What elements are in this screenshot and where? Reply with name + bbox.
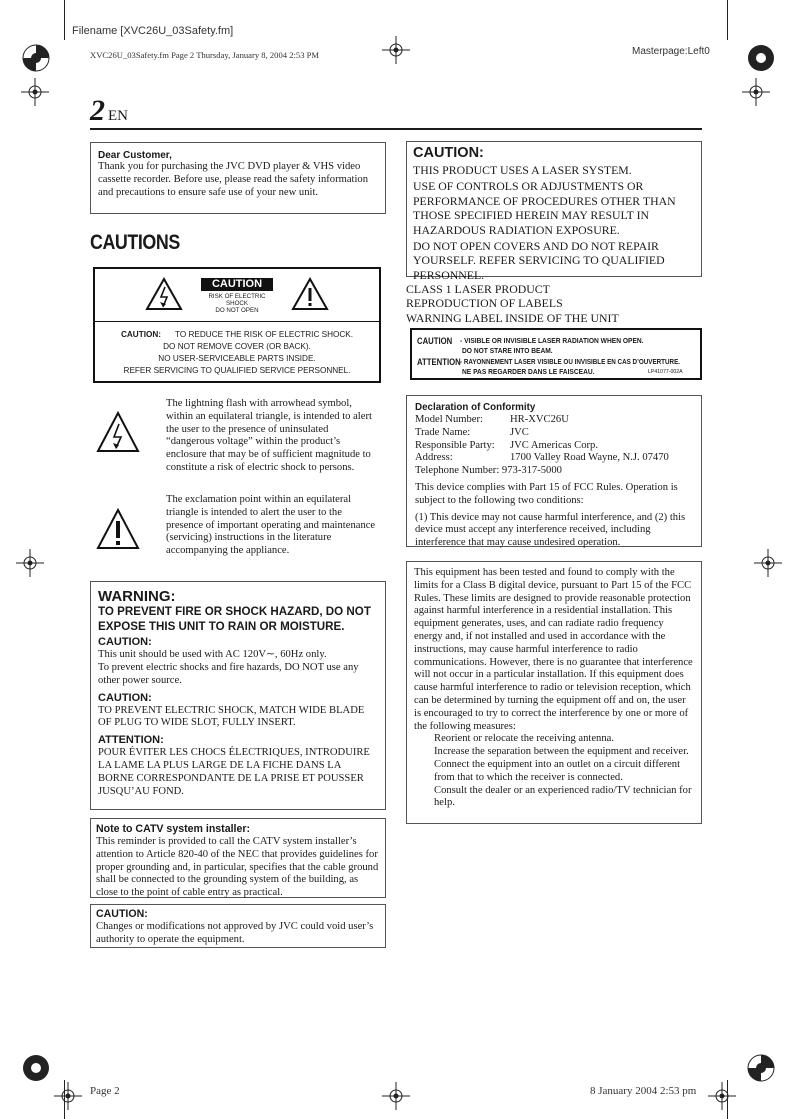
laser-caution-p3: DO NOT OPEN COVERS AND DO NOT REPAIR YOURSELF. REFER SERVICING TO QUALIFIED PERSONNEL. — [413, 239, 665, 282]
laser-caution-box — [406, 141, 702, 282]
exclamation-symbol-icon — [96, 508, 140, 550]
crosshair-mark — [742, 78, 770, 106]
caution-label-line2: DO NOT REMOVE COVER (OR BACK). — [163, 342, 311, 351]
caution-label-line4: REFER SERVICING TO QUALIFIED SERVICE PERSONNEL. — [123, 366, 351, 375]
declaration-box — [406, 395, 702, 547]
jvc-caution-title: CAUTION: — [96, 908, 148, 920]
crop-line — [64, 0, 65, 40]
crosshair-mark — [382, 1082, 410, 1110]
declaration-title: Declaration of Conformity — [415, 402, 536, 413]
declaration-p1: This device complies with Part 15 of FCC Rules. Operation is subject to the following two conditions: — [415, 481, 678, 506]
laser-caution-p2: USE OF CONTROLS OR ADJUSTMENTS OR PERFORMANCE OF PROCEDURES OTHER THAN THOSE SPECIFIED HEREIN MAY RESULT IN HAZARDOUS RADIATION EXPOSURE. — [413, 179, 676, 237]
warning-caution1-title: CAUTION: — [98, 636, 152, 649]
label-caution-line1: - VISIBLE OR INVISIBLE LASER RADIATION WHEN OPEN. — [460, 336, 644, 345]
dear-customer-box — [90, 142, 386, 214]
crop-line — [727, 1080, 728, 1119]
cautions-title: CAUTIONS — [90, 231, 180, 254]
catv-note-box — [90, 818, 386, 898]
warning-attention-text: POUR ÉVITER LES CHOCS ÉLECTRIQUES, INTRODUIRE LA LAME LA PLUS LARGE DE LA FICHE DANS LA BORNE CORRESPONDANTE DE LA PRISE ET POUSSER JUSQU’AU FOND. — [98, 747, 370, 797]
caution-badge-sub1: RISK OF ELECTRIC SHOCK — [208, 293, 266, 307]
declaration-label: Trade Name: — [415, 426, 471, 438]
label-attention-word: ATTENTION — [417, 357, 461, 367]
label-code: LP41077-002A — [648, 369, 683, 375]
declaration-row — [415, 452, 693, 465]
warning-caution2-text: TO PREVENT ELECTRIC SHOCK, MATCH WIDE BLADE OF PLUG TO WIDE SLOT, FULLY INSERT. — [98, 704, 365, 729]
fcc-measure: Reorient or relocate the receiving antenna. — [434, 733, 615, 745]
declaration-row — [415, 427, 693, 440]
crop-line — [64, 1080, 65, 1119]
caution-label-line1-text: TO REDUCE THE RISK OF ELECTRIC SHOCK. — [175, 330, 354, 339]
crosshair-mark — [382, 36, 410, 64]
crop-line — [727, 0, 728, 40]
declaration-label: Address: — [415, 452, 453, 464]
footer-page: Page 2 — [90, 1085, 120, 1097]
fcc-text: This equipment has been tested and found to comply with the limits for a Class B digital device, pursuant to Part 15 of the FCC Rules. These limits are designed to provide reasonable protection against harmful interference in a residential installation. This equipment generates, uses, and can radiate radio frequency energy and, if not installed and used in accordance with the instructions, may cause harmful interference to radio communications. However, there is no guarantee that interference will not occur in a particular installation. If this equipment does cause harmful interference to radio or television reception, which can be determined by turning the equipment off and on, the user is encouraged to try to correct the interference by one or more of the following measures: — [414, 567, 693, 732]
fcc-measure: Consult the dealer or an experienced radio/TV technician for help. — [434, 784, 692, 809]
caution-badge-label: CAUTION — [201, 278, 273, 291]
page-title — [90, 94, 128, 128]
warning-attention-title: ATTENTION: — [98, 734, 164, 747]
declaration-label: Responsible Party: — [415, 439, 495, 451]
caution-label-top — [95, 269, 379, 322]
declaration-row — [415, 440, 693, 453]
caution-label-line3: NO USER-SERVICEABLE PARTS INSIDE. — [158, 354, 316, 363]
crosshair-mark — [16, 549, 44, 577]
warning-subtitle: TO PREVENT FIRE OR SHOCK HAZARD, DO NOT EXPOSE THIS UNIT TO RAIN OR MOISTURE. — [98, 605, 371, 633]
declaration-value: JVC Americas Corp. — [510, 439, 598, 451]
laser-caution-p1: THIS PRODUCT USES A LASER SYSTEM. — [413, 163, 632, 177]
filename-label: Filename [XVC26U_03Safety.fm] — [72, 25, 234, 37]
declaration-value: HR-XVC26U — [510, 414, 569, 425]
jvc-caution-text: Changes or modifications not approved by JVC could void user’s authority to operate the equipment. — [96, 921, 374, 945]
class1-line2: REPRODUCTION OF LABELS — [406, 296, 563, 311]
declaration-label: Model Number: — [415, 414, 483, 425]
declaration-value: JVC — [510, 426, 529, 438]
caution-badge-sub2: DO NOT OPEN — [215, 307, 259, 314]
warning-caution1-line1: This unit should be used with AC 120V∼, 60Hz only. — [98, 649, 327, 661]
registration-mark-top-right — [743, 40, 779, 76]
crosshair-mark — [754, 549, 782, 577]
label-caution-word: CAUTION — [417, 336, 453, 346]
print-info: XVC26U_03Safety.fm Page 2 Thursday, January 8, 2004 2:53 PM — [90, 50, 320, 60]
crosshair-mark — [21, 78, 49, 106]
declaration-p2: (1) This device may not cause harmful interference, and (2) this device must accept any interference received, including interference that may cause undesired operation. — [415, 511, 686, 549]
crosshair-mark — [54, 1082, 82, 1110]
class1-line1: CLASS 1 LASER PRODUCT — [406, 282, 550, 296]
class1-text — [406, 282, 706, 325]
caution-label-box — [93, 267, 381, 383]
label-attention-line2: NE PAS REGARDER DANS LE FAISCEAU. — [462, 367, 595, 376]
page-number: 2 — [90, 94, 105, 127]
caution-label-prefix: CAUTION: — [120, 330, 161, 339]
exclamation-explanation: The exclamation point within an equilateral triangle is intended to alert the user to the presence of important operating and maintenance (servicing) instructions in the literature accompanying the appliance. — [166, 494, 376, 557]
exclamation-icon — [291, 277, 329, 311]
class1-line3: WARNING LABEL INSIDE OF THE UNIT — [406, 310, 619, 325]
laser-caution-title: CAUTION: — [413, 145, 484, 161]
lightning-symbol-icon — [96, 411, 140, 453]
warning-caution2-title: CAUTION: — [98, 691, 152, 704]
declaration-telephone: Telephone Number: 973-317-5000 — [415, 465, 562, 477]
page-lang: EN — [108, 108, 128, 124]
fcc-measure: Connect the equipment into an outlet on a circuit different from that to which the receiver is connected. — [434, 758, 681, 783]
laser-warning-label — [410, 328, 702, 380]
label-attention-line1: - RAYONNEMENT LASER VISIBLE OU INVISIBLE EN CAS D’OUVERTURE. — [460, 357, 681, 366]
registration-mark-bottom-left — [18, 1050, 54, 1086]
lightning-explanation: The lightning flash with arrowhead symbol, within an equilateral triangle, is intended to alert the user to the presence of uninsulated “dangerous voltage” within the product’s enclosure that may be of sufficient magnitude to constitute a risk of electric shock to persons. — [166, 398, 372, 473]
declaration-value: 1700 Valley Road Wayne, N.J. 07470 — [510, 452, 669, 464]
warning-caution1-line2: To prevent electric shocks and fire hazards, DO NOT use any other power source. — [98, 661, 359, 686]
registration-mark-top-left — [18, 40, 54, 76]
fcc-measure: Increase the separation between the equipment and receiver. — [434, 746, 689, 758]
catv-note-title: Note to CATV system installer: — [96, 823, 251, 835]
caution-label-line1 — [95, 329, 379, 341]
fcc-box — [406, 561, 702, 824]
caution-badge — [201, 278, 273, 314]
catv-note-text: This reminder is provided to call the CATV system installer’s attention to Article 820-40 of the NEC that provides guidelines for proper grounding and, in particular, specifies that the cable ground shall be connected to the grounding system of the building, as close to the point of cable entry as practical. — [96, 836, 379, 899]
crosshair-mark — [708, 1082, 736, 1110]
registration-mark-bottom-right — [743, 1050, 779, 1086]
heading-rule — [90, 128, 702, 130]
footer-date: 8 January 2004 2:53 pm — [590, 1085, 697, 1097]
warning-title: WARNING: — [98, 588, 176, 605]
warning-box — [90, 581, 386, 810]
lightning-icon — [145, 277, 183, 311]
masterpage-label: Masterpage:Left0 — [632, 46, 710, 57]
jvc-caution-box — [90, 904, 386, 948]
label-caution-line2: DO NOT STARE INTO BEAM. — [462, 346, 553, 355]
declaration-row — [415, 414, 693, 427]
caution-label-text — [95, 329, 379, 377]
dear-customer-text: Thank you for purchasing the JVC DVD player & VHS video cassette recorder. Before use, please read the safety information and precautions to ensure safe use of your new unit. — [98, 161, 369, 198]
dear-customer-title: Dear Customer, — [98, 150, 172, 161]
